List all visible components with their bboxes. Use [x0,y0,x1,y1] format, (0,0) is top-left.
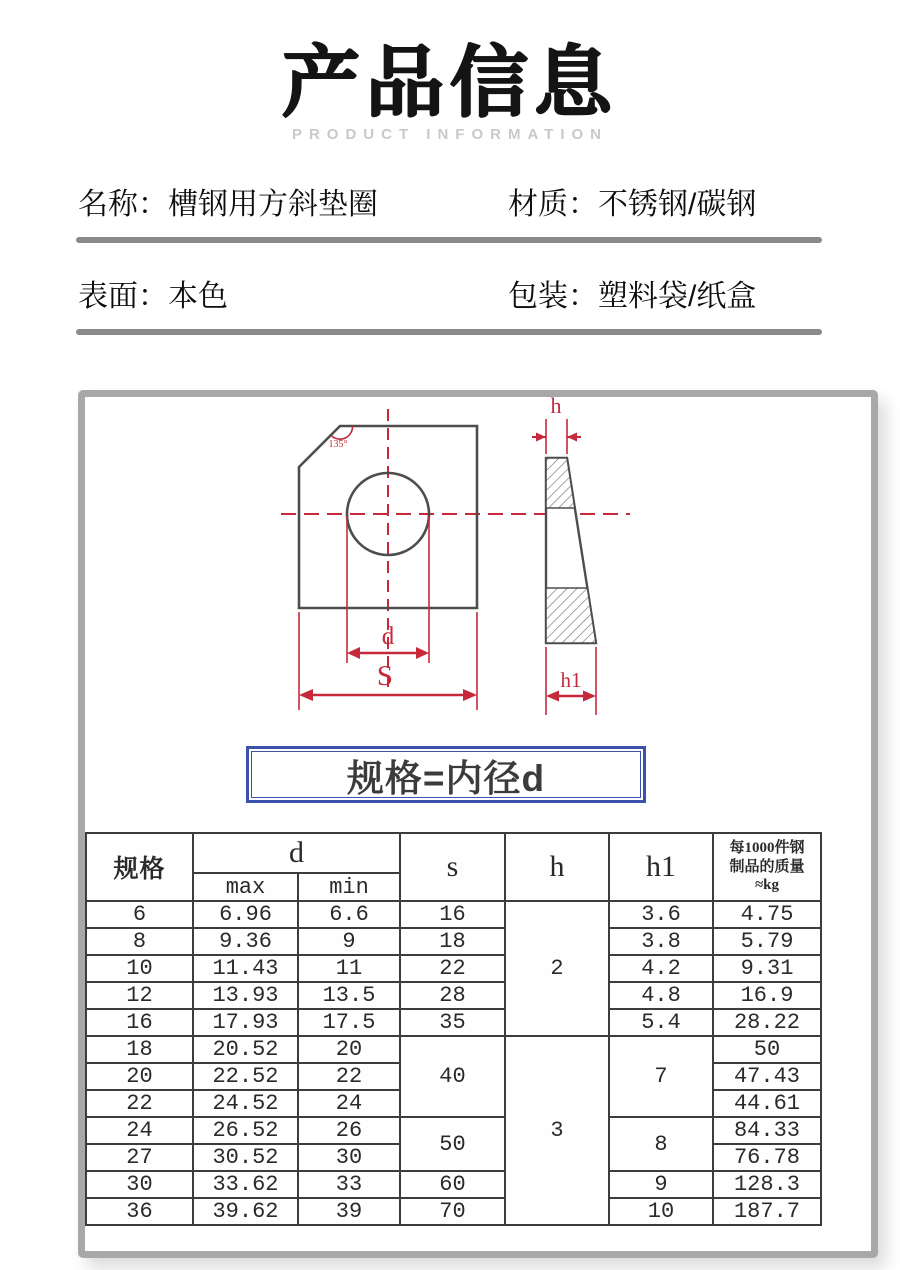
product-spec-panel [78,390,878,1258]
weight-header-line1: 每1000件钢 [729,839,805,856]
info-row-2 [0,271,900,315]
wedge-hatch-top [546,458,575,508]
table-row [86,955,821,982]
table-cell: 24 [86,1117,193,1144]
d-label: d [381,623,395,650]
table-cell-h1-group: 8 [609,1117,713,1171]
col-header-min: min [298,873,400,901]
table-cell: 26.52 [193,1117,298,1144]
weight-header-line3: ≈kg [754,877,780,894]
table-cell: 84.33 [713,1117,821,1144]
table-cell: 20 [86,1063,193,1090]
col-header-max: max [193,873,298,901]
table-cell: 76.78 [713,1144,821,1171]
table-cell-h-group: 2 [505,901,609,1036]
table-cell-h-group: 3 [505,1036,609,1225]
table-cell: 10 [86,955,193,982]
table-row [86,1009,821,1036]
s-label: S [376,660,394,692]
table-cell: 12 [86,982,193,1009]
table-row [86,1036,821,1063]
product-spec-panel-inner [85,397,871,1251]
table-cell: 3.8 [609,928,713,955]
spec-note-text: 规格=内径d [346,757,546,799]
col-header-s: s [400,833,505,901]
table-cell: 44.61 [713,1090,821,1117]
table-cell: 5.4 [609,1009,713,1036]
table-cell-s-group: 40 [400,1036,505,1117]
table-row [86,901,821,928]
table-cell: 6 [86,901,193,928]
table-cell: 17.93 [193,1009,298,1036]
spec-note-box [246,746,646,803]
table-cell-s-group: 50 [400,1117,505,1171]
surface-value: 本色 [168,279,228,313]
table-cell: 9.31 [713,955,821,982]
dimension-h [532,397,581,454]
table-cell: 8 [86,928,193,955]
table-cell: 13.5 [298,982,400,1009]
name-label: 名称： [78,187,168,221]
table-cell: 187.7 [713,1198,821,1225]
col-header-d: d [193,833,400,873]
table-cell: 22 [86,1090,193,1117]
info-row-1 [0,179,900,223]
packaging-value: 塑料袋/纸盒 [598,279,757,313]
table-cell: 9.36 [193,928,298,955]
page-subtitle: PRODUCT INFORMATION [291,125,609,143]
table-cell: 11 [298,955,400,982]
table-cell: 3.6 [609,901,713,928]
table-cell: 26 [298,1117,400,1144]
table-cell: 36 [86,1198,193,1225]
product-material-field [508,179,860,223]
material-label: 材质： [508,187,598,221]
table-cell: 128.3 [713,1171,821,1198]
side-view [546,458,596,643]
table-cell: 28 [400,982,505,1009]
col-header-spec: 规格 [86,833,193,901]
table-row [86,982,821,1009]
col-header-weight [713,833,821,901]
front-view [299,426,477,608]
table-cell: 24 [298,1090,400,1117]
table-cell: 60 [400,1171,505,1198]
table-cell: 16.9 [713,982,821,1009]
table-cell: 4.8 [609,982,713,1009]
table-cell: 22.52 [193,1063,298,1090]
table-cell: 22 [400,955,505,982]
name-value: 槽钢用方斜垫圈 [168,187,378,221]
divider-1 [76,237,822,243]
table-cell: 6.6 [298,901,400,928]
table-cell: 50 [713,1036,821,1063]
table-row [86,1117,821,1144]
table-cell: 18 [86,1036,193,1063]
weight-header-line2: 制品的质量 [729,858,805,875]
table-cell: 30 [86,1171,193,1198]
table-cell: 6.96 [193,901,298,928]
table-cell: 20 [298,1036,400,1063]
table-cell: 9 [609,1171,713,1198]
table-cell: 39 [298,1198,400,1225]
table-cell: 18 [400,928,505,955]
table-cell-h1-group: 7 [609,1036,713,1117]
spec-note-box-inner [251,751,641,798]
divider-2 [76,329,822,335]
table-cell: 17.5 [298,1009,400,1036]
table-cell: 22 [298,1063,400,1090]
table-row [86,928,821,955]
table-cell: 35 [400,1009,505,1036]
table-cell: 13.93 [193,982,298,1009]
table-cell: 16 [400,901,505,928]
product-packaging-field [508,271,860,315]
table-cell: 27 [86,1144,193,1171]
table-cell: 39.62 [193,1198,298,1225]
page-title: 产品信息 [281,38,618,126]
material-value: 不锈钢/碳钢 [598,187,757,221]
table-cell: 33 [298,1171,400,1198]
chamfer-angle-label: 135° [328,439,348,450]
washer-outline [299,426,477,608]
table-cell: 20.52 [193,1036,298,1063]
table-header-row-1 [86,833,821,873]
table-cell: 28.22 [713,1009,821,1036]
table-cell: 30.52 [193,1144,298,1171]
table-cell: 33.62 [193,1171,298,1198]
col-header-h: h [505,833,609,901]
table-cell: 70 [400,1198,505,1225]
col-header-h1: h1 [609,833,713,901]
table-cell: 4.75 [713,901,821,928]
table-cell: 47.43 [713,1063,821,1090]
wedge-hatch-bottom [546,588,596,643]
table-cell: 9 [298,928,400,955]
spec-table [85,832,822,1226]
h1-label: h1 [560,668,582,692]
table-cell: 30 [298,1144,400,1171]
table-cell: 16 [86,1009,193,1036]
table-cell: 10 [609,1198,713,1225]
product-surface-field [78,271,508,315]
table-cell: 11.43 [193,955,298,982]
table-row [86,1171,821,1198]
product-name-field [78,179,508,223]
packaging-label: 包装： [508,279,598,313]
table-cell: 4.2 [609,955,713,982]
h-label: h [550,397,562,418]
table-cell: 24.52 [193,1090,298,1117]
table-cell: 5.79 [713,928,821,955]
technical-drawing [85,397,871,737]
surface-label: 表面： [78,279,168,313]
table-row [86,1198,821,1225]
dimension-h1 [546,647,596,715]
